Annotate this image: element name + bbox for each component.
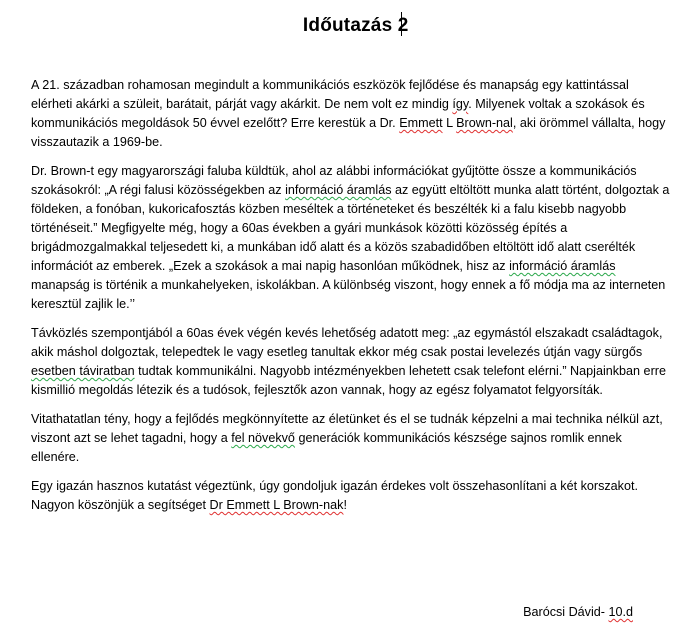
paragraph-1[interactable] bbox=[31, 76, 671, 152]
paragraph-2[interactable] bbox=[31, 162, 671, 314]
text-run: az együtt eltöltött munka alatt történt, dolgoztak a földeken, a fonóban, kukoricafosztás közben meséltek a történeteket és beszélték ki a falu kisebb nagyobb történéseit.” Megfigyelte még, hogy a 60as években a gyári munkások közötti közösség építés a brigádmozgalmakkal teljesedett ki, a munkában idő alatt és a közös szabadidőben eltöltött idő alatt cserélték információt az emberek. „Ezek a szokások a mai napig hasonlóan működnek, hisz az bbox=[31, 183, 670, 273]
spelling-flagged-word: Emmett bbox=[399, 116, 443, 130]
grammar-flagged-phrase: esetben táviratban bbox=[31, 364, 135, 378]
grammar-flagged-phrase: fel növekvő bbox=[231, 431, 295, 445]
text-run: Dr. Brown-t egy magyarországi faluba küldtük, ahol az alábbi információkat gyűjtötte össze a kommunikációs szokásokról: „A régi falusi közösségekben az bbox=[31, 164, 637, 197]
paragraph-3[interactable] bbox=[31, 324, 671, 400]
signature[interactable] bbox=[523, 604, 633, 620]
document-title[interactable]: Időutazás 2 bbox=[302, 15, 409, 36]
text-run: tudtak kommunikálni. Nagyobb intézményekben lehetett csak telefont elérni.” Napjainkban erre kismillió megoldás létezik és a tudósok, fejlesztők azon vannak, hogy az egész folyamatot felgyorsíták. bbox=[31, 364, 666, 397]
text-run: A 21. században rohamosan megindult a kommunikációs eszközök fejlődése és manapság egy kattintással elérheti akárki a szüleit, barátait, párját vagy akárkit. De nem volt ez mindig bbox=[31, 78, 629, 111]
text-run: Vitathatatlan tény, hogy a fejlődés megkönnyítette az életünket és el se tudnák képzelni a mai technika nélkül azt, viszont azt se lehet tagadni, hogy a bbox=[31, 412, 663, 445]
text-run: generációk kommunikációs készsége sajnos romlik ennek ellenére. bbox=[31, 431, 622, 464]
paragraph-5[interactable] bbox=[31, 477, 671, 515]
spelling-flagged-word: így bbox=[452, 97, 469, 111]
grammar-flagged-phrase: információ áramlás bbox=[509, 259, 616, 273]
text-run: , aki örömmel vállalta, hogy visszautazik a 1969-be. bbox=[31, 116, 666, 149]
spelling-flagged-word: Brown-nal bbox=[456, 116, 513, 130]
signature-class: 10.d bbox=[608, 605, 633, 619]
signature-name: Barócsi Dávid- bbox=[523, 605, 609, 619]
text-run: Távközlés szempontjából a 60as évek végén kevés lehetőség adatott meg: „az egymástól elszakadt családtagok, akik máshol dolgoztak, telepedtek le vagy esetleg tanultak ekkor még csak postai levelezés útján vagy sürgős bbox=[31, 326, 663, 359]
text-run: . Milyenek voltak a szokások és kommunikációs megoldások 50 évvel ezelőtt? Erre kerestük a Dr. bbox=[31, 97, 645, 130]
document-body[interactable] bbox=[31, 76, 671, 525]
text-run: L bbox=[442, 116, 457, 130]
spelling-flagged-word: Dr Emmett L Brown-nak bbox=[209, 498, 344, 512]
text-run: manapság is történik a munkahelyeken, iskolákban. A különbség viszont, hogy ennek a fő módja ma az interneten keresztül zajlik le.’’ bbox=[31, 278, 666, 311]
text-run: Egy igazán hasznos kutatást végeztünk, úgy gondoljuk igazán érdekes volt összehasonlítani a két korszakot. Nagyon köszönjük a segítséget bbox=[31, 479, 638, 512]
title-line bbox=[0, 12, 695, 37]
text-run: ! bbox=[343, 498, 347, 512]
grammar-flagged-phrase: információ áramlás bbox=[285, 183, 392, 197]
paragraph-4[interactable] bbox=[31, 410, 671, 467]
